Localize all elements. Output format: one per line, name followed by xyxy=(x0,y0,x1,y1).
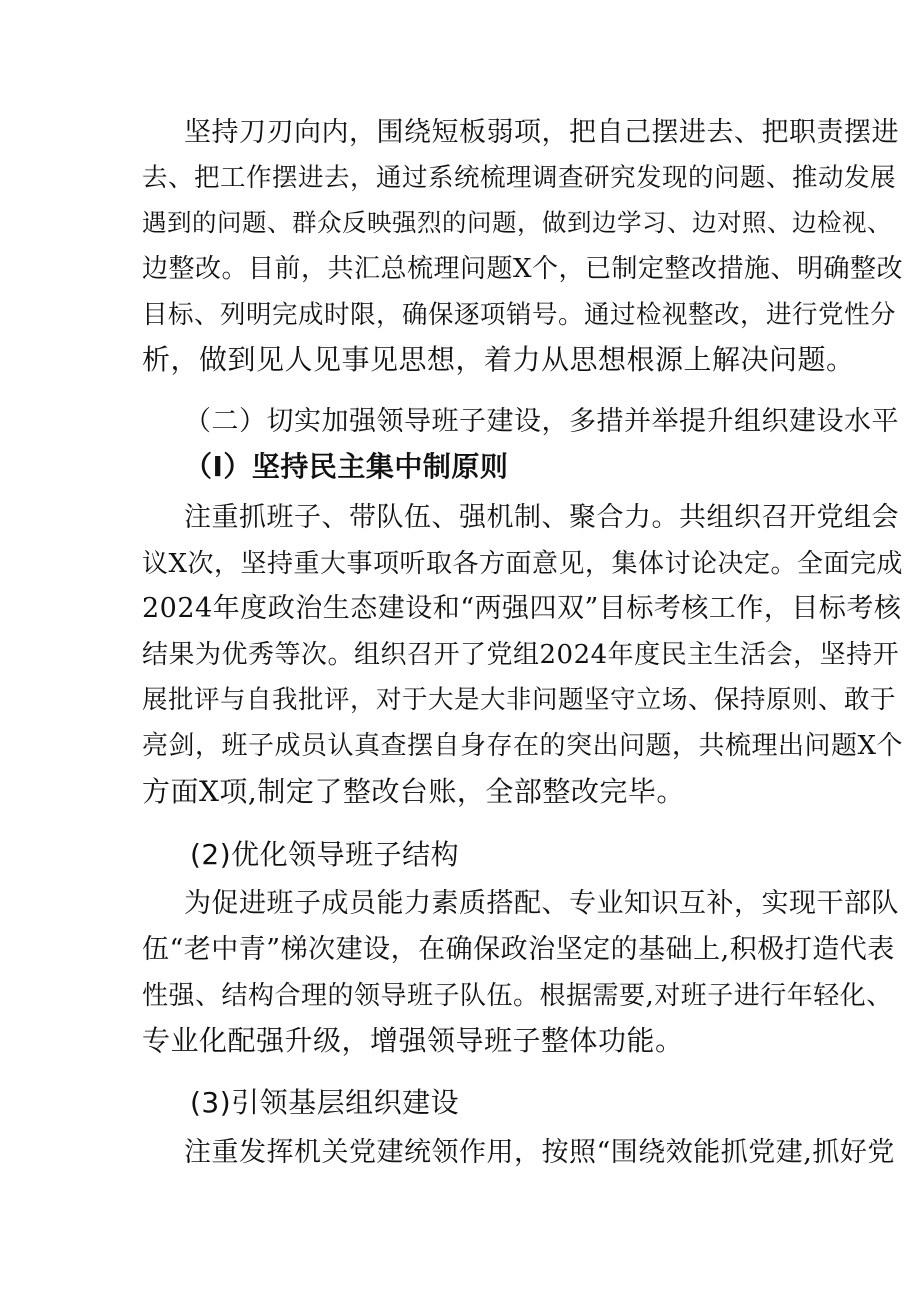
paragraph-1-line: 析，做到见人见事见思想，着力从思想根源上解决问题。 xyxy=(142,343,855,376)
paragraph-1-line: 目标、列明完成时限，确保逐项销号。通过检视整改，进行党性分 xyxy=(142,300,897,330)
subsection-2-line: 性强、结构合理的领导班子队伍。根据需要,对班子进行年轻化、 xyxy=(142,981,893,1011)
subsection-1-line: 2024年度政治生态建设和“两强四双”目标考核工作，目标考核 xyxy=(142,593,902,624)
subsection-1-line: 注重抓班子、带队伍、强机制、聚合力。共组织召开党组会 xyxy=(184,502,899,533)
subsection-1-line: 方面X项,制定了整改台账，全部整改完毕。 xyxy=(142,775,685,808)
subsection-1-heading: （I）坚持民主集中制原则 xyxy=(184,450,509,483)
subsection-2-heading: (2)优化领导班子结构 xyxy=(190,838,460,871)
subsection-1-line: 结果为优秀等次。组织召开了党组2024年度民主生活会，坚持开 xyxy=(142,640,900,670)
paragraph-1-line: 去、把工作摆进去，通过系统梳理调查研究发现的问题、推动发展 xyxy=(142,163,897,193)
subsection-2-line: 伍“老中青”梯次建设，在确保政治坚定的基础上,积极打造代表 xyxy=(142,934,895,965)
section-heading: （二）切实加强领导班子建设，多措并举提升组织建设水平 xyxy=(184,406,899,437)
paragraph-1-line: 遇到的问题、群众反映强烈的问题，做到边学习、边对照、边检视、 xyxy=(142,208,892,237)
subsection-1-line: 亮剑，班子成员认真查摆自身存在的突出问题，共梳理出问题X个 xyxy=(142,731,904,761)
subsection-2-line: 专业化配强升级，增强领导班子整体功能。 xyxy=(142,1024,684,1057)
subsection-1-line: 展批评与自我批评，对于大是大非问题坚守立场、保持原则、敢于 xyxy=(142,685,897,715)
paragraph-1-line: 边整改。目前，共汇总梳理问题X个，已制定整改措施、明确整改 xyxy=(142,254,904,284)
paragraph-1-line: 坚持刀刃向内，围绕短板弱项，把自己摆进去、把职责摆进 xyxy=(184,117,899,148)
subsection-2-line: 为促进班子成员能力素质搭配、专业知识互补，实现干部队 xyxy=(184,888,899,919)
subsection-3-heading: (3)引领基层组织建设 xyxy=(190,1086,460,1119)
subsection-3-line: 注重发挥机关党建统领作用，按照“围绕效能抓党建,抓好党 xyxy=(184,1137,895,1168)
subsection-1-line: 议X次，坚持重大事项听取各方面意见，集体讨论决定。全面完成 xyxy=(142,549,904,579)
